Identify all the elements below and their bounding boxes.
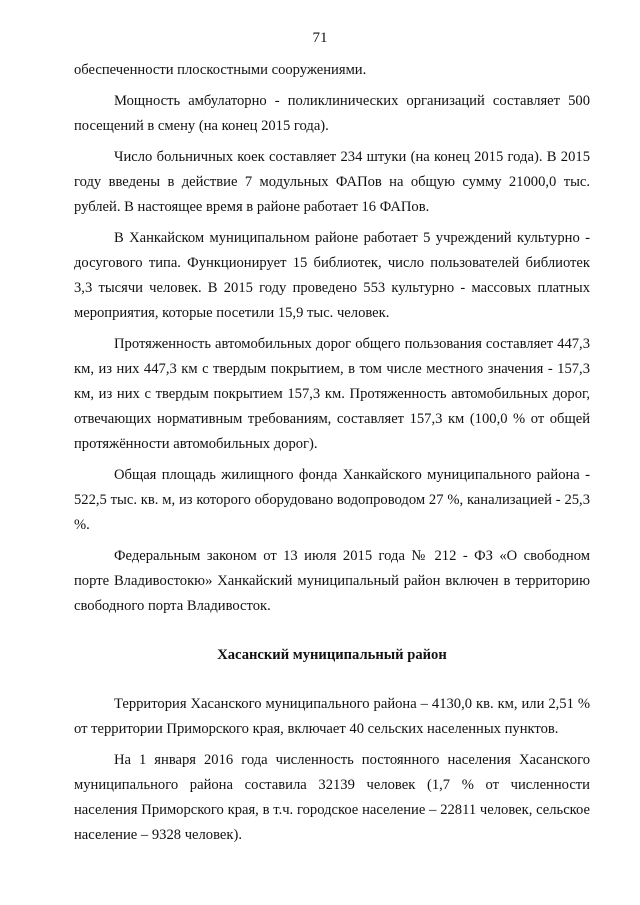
paragraph-territory: Территория Хасанского муниципального района – 4130,0 кв. км, или 2,51 % от территории Приморского края, включает 40 сельских населенных пунктов. bbox=[74, 696, 590, 737]
paragraph-population: На 1 января 2016 года численность постоянного населения Хасанского муниципального района составила 32139 человек (1,7 % от численности населения Приморского края, в т.ч. городское население – 22811 человек, сельское население – 9328 человек). bbox=[74, 752, 590, 843]
paragraph-free-port: Федеральным законом от 13 июля 2015 года № 212 - ФЗ «О свободном порте Владивостокю» Ханкайский муниципальный район включен в территорию свободного порта Владивосток. bbox=[74, 548, 590, 614]
paragraph-roads: Протяженность автомобильных дорог общего пользования составляет 447,3 км, из них 447,3 км с твердым покрытием, в том числе местного значения - 157,3 км, из них с твердым покрытием 157,3 км. Протяженность автомобильных дорог, отвечающих нормативным требованиям, составляет 157,3 км (100,0 % от общей протяжённости автомобильных дорог). bbox=[74, 336, 590, 452]
paragraph-sport-facilities: обеспеченности плоскостными сооружениями. bbox=[74, 62, 367, 78]
document-body bbox=[74, 58, 590, 854]
paragraph-outpatient-capacity: Мощность амбулаторно - поликлинических организаций составляет 500 посещений в смену (на конец 2015 года). bbox=[74, 93, 590, 134]
section-heading: Хасанский муниципальный район bbox=[217, 647, 447, 663]
paragraph-hospital-beds: Число больничных коек составляет 234 штуки (на конец 2015 года). В 2015 году введены в действие 7 модульных ФАПов на общую сумму 21000,0 тыс. рублей. В настоящее время в районе работает 16 ФАПов. bbox=[74, 149, 590, 215]
paragraph-culture: В Ханкайском муниципальном районе работает 5 учреждений культурно - досугового типа. Функционирует 15 библиотек, число пользователей библиотек 3,3 тысячи человек. В 2015 году проведено 553 культурно - массовых платных мероприятия, которые посетили 15,9 тыс. человек. bbox=[74, 230, 590, 321]
paragraph-housing: Общая площадь жилищного фонда Ханкайского муниципального района - 522,5 тыс. кв. м, из которого оборудовано водопроводом 27 %, канализацией - 25,3 %. bbox=[74, 467, 590, 533]
page-number: 71 bbox=[312, 30, 328, 46]
